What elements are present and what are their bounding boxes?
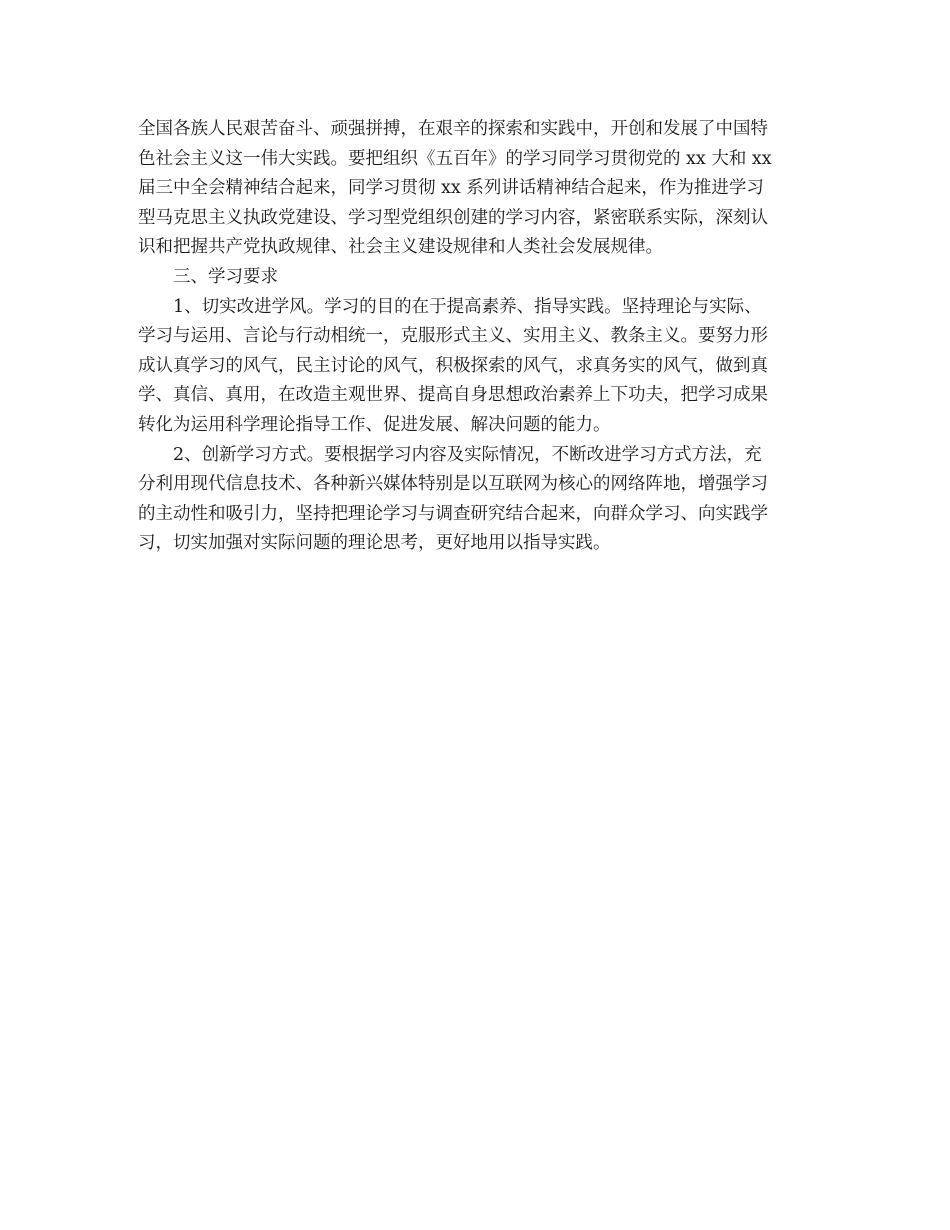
text-line: 分利用现代信息技术、各种新兴媒体特别是以互联网为核心的网络阵地，增强学习 — [138, 474, 768, 495]
text-line: 2、创新学习方式。要根据学习内容及实际情况，不断改进学习方式方法，充 — [173, 444, 762, 465]
text-line: 学习与运用、言论与行动相统一，克服形式主义、实用主义、教条主义。要努力形 — [138, 326, 768, 347]
text-line: 届三中全会精神结合起来，同学习贯彻 xx 系列讲话精神结合起来，作为推进学习 — [138, 178, 764, 199]
text-line: 成认真学习的风气，民主讨论的风气，积极探索的风气，求真务实的风气，做到真 — [138, 355, 768, 376]
text-line: 学、真信、真用，在改造主观世界、提高自身思想政治素养上下功夫，把学习成果 — [138, 385, 768, 406]
text-line: 1、切实改进学风。学习的目的在于提高素养、指导实践。坚持理论与实际、 — [173, 296, 762, 317]
paragraph-study-style — [138, 293, 818, 441]
text-line: 识和把握共产党执政规律、社会主义建设规律和人类社会发展规律。 — [138, 237, 663, 258]
paragraph-continuation — [138, 115, 818, 263]
text-line: 型马克思主义执政党建设、学习型党组织创建的学习内容，紧密联系实际，深刻认 — [138, 207, 768, 228]
text-line: 转化为运用科学理论指导工作、促进发展、解决问题的能力。 — [138, 414, 611, 435]
section-heading: 三、学习要求 — [173, 266, 278, 287]
text-line: 全国各族人民艰苦奋斗、顽强拼搏，在艰辛的探索和实践中，开创和发展了中国特 — [138, 119, 768, 139]
paragraph-study-method — [138, 441, 818, 559]
text-line: 习，切实加强对实际问题的理论思考，更好地用以指导实践。 — [138, 533, 611, 554]
document-body — [138, 115, 818, 559]
text-line: 的主动性和吸引力，坚持把理论学习与调查研究结合起来，向群众学习、向实践学 — [138, 503, 768, 524]
text-line: 色社会主义这一伟大实践。要把组织《五百年》的学习同学习贯彻党的 xx 大和 xx — [138, 148, 772, 169]
